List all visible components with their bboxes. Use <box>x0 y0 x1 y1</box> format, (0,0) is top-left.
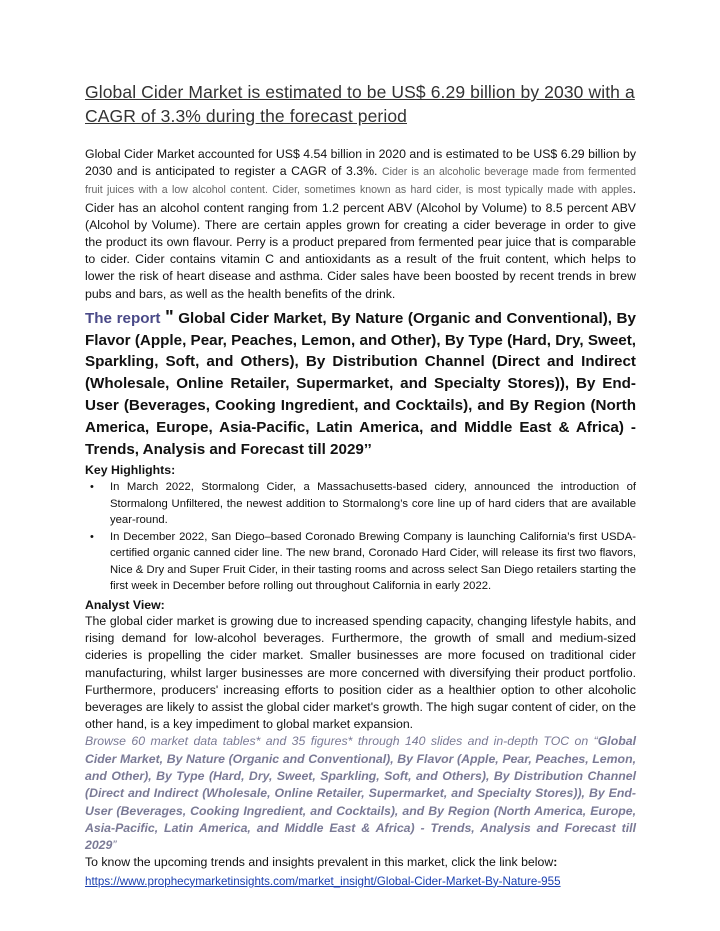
analyst-heading: Analyst View: <box>85 597 165 612</box>
analyst-paragraph: The global cider market is growing due to increased spending capacity, changing lifestyle habits, and rising demand for low-alcohol beverages. Furthermore, the growth of small and medium-sized cideries is propelling the cider market. Smaller businesses are more focused on traditional cider manufacturing, whilst larger businesses are more concerned with diversifying their product portfolio. Furthermore, producers' increasing efforts to position cider as a healthier option to other alcoholic beverages are likely to assist the global cider market's growth. The high sugar content of cider, on the other hand, is a key impediment to global market expansion. <box>85 613 637 732</box>
browse-paragraph <box>85 733 636 854</box>
report-title-text: Global Cider Market, By Nature (Organic and Conventional), By Flavor (Apple, Pear, Peaches, Lemon, and Other), By Type (Hard, Dry, Sweet, Sparkling, Soft, and Others), By Distribution Channel (Direct and Indirect (Wholesale, Online Retailer, Supermarket, and Specialty Stores)), By End-User (Beverages, Cooking Ingredient, and Cocktails), and By Region (North America, Europe, Asia-Pacific, Latin America, and Middle East & Africa) - Trends, Analysis and Forecast till 2029’’ <box>85 309 636 458</box>
bullet-icon: • <box>90 530 94 543</box>
intro-paragraph <box>85 146 636 303</box>
report-lead: The report <box>85 309 161 327</box>
browse-suffix: ” <box>112 838 117 853</box>
highlight-text: In March 2022, Stormalong Cider, a Massachusetts-based cidery, announced the introduction of Stormalong Unfiltered, the newest addition to Stormalong’s core line up of hard ciders that are available year-round. <box>110 481 636 527</box>
bullet-icon: • <box>90 481 94 494</box>
report-title <box>85 307 636 461</box>
document-page <box>85 80 636 890</box>
intro-text-2: . Cider has an alcohol content ranging from 1.2 percent ABV (Alcohol by Volume) to 8.5 percent ABV (Alcohol by Volume). There are certain apples grown for creating a cider beverage in order to give the product its own flavour. Perry is a product prepared from fermented pear juice that is comparable to cider. Cider contains vitamin C and antioxidants as a result of the fruit content, which helps to lower the risk of heart disease and asthma. Cider sales have been boosted by recent trends in brew pubs and bars, as well as the health benefits of the drink. <box>85 182 636 301</box>
cta-colon: : <box>553 855 558 870</box>
page-title: Global Cider Market is estimated to be US$ 6.29 billion by 2030 with a CAGR of 3.3% during the forecast period <box>85 82 635 126</box>
list-item <box>85 479 636 529</box>
highlights-list <box>85 479 636 595</box>
cta-text: To know the upcoming trends and insights prevalent in this market, click the link below <box>85 855 554 870</box>
list-item <box>85 529 636 595</box>
report-link[interactable]: https://www.prophecymarketinsights.com/market_insight/Global-Cider-Market-By-Nature-955 <box>85 874 561 888</box>
intro-text-1: Global Cider Market accounted for US$ 4.54 billion in 2020 and is estimated to be US$ 6.29 billion by 2030 and is anticipated to register a CAGR of 3.3%. <box>85 147 636 179</box>
browse-prefix: Browse 60 market data tables* and 35 figures* through 140 slides and in-depth TOC on “ <box>85 734 598 749</box>
intro-text-definition: Cider is an alcoholic beverage made from fermented fruit juices with a low alcohol content. Cider, sometimes known as hard cider, is most typically made with apples <box>85 166 636 197</box>
report-quote-open: " <box>165 306 174 327</box>
highlight-text: In December 2022, San Diego–based Coronado Brewing Company is launching California’s first USDA-certified organic canned cider line. The new brand, Coronado Hard Cider, will release its first two flavors, Nice & Dry and Super Fruit Cider, in their tasting rooms and across select San Diego retailers starting the first week in December before rolling out throughout California in early 2022. <box>110 530 636 593</box>
highlights-heading: Key Highlights: <box>85 463 176 478</box>
cta-paragraph <box>85 854 636 871</box>
browse-report-title: Global Cider Market, By Nature (Organic and Conventional), By Flavor (Apple, Pear, Peaches, Lemon, and Other), By Type (Hard, Dry, Sweet, Sparkling, Soft, and Others), By Distribution Channel (Direct and Indirect (Wholesale, Online Retailer, Supermarket, and Specialty Stores)), By End-User (Beverages, Cooking Ingredient, and Cocktails), and By Region (North America, Europe, Asia-Pacific, Latin America, and Middle East & Africa) - Trends, Analysis and Forecast till 2029 <box>85 734 636 853</box>
